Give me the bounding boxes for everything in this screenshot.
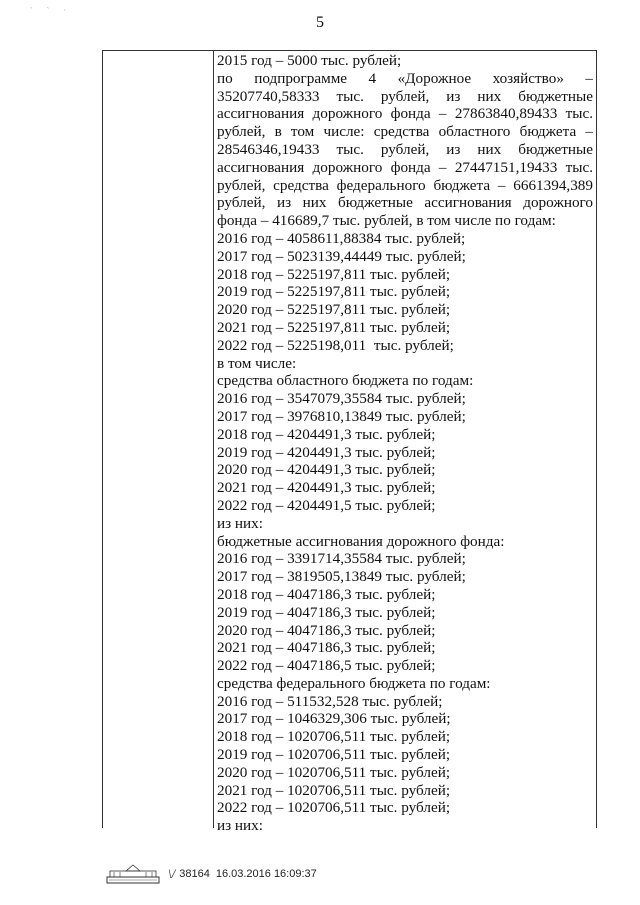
text-line: 2020 год – 4204491,3 тыс. рублей; (217, 461, 436, 479)
text-line: фонда – 416689,7 тыс. рублей, в том числе по годам: (217, 212, 556, 230)
text-line: 2020 год – 1020706,511 тыс. рублей; (217, 763, 451, 781)
text-line: 2021 год – 4204491,3 тыс. рублей; (217, 479, 436, 497)
text-line: ассигнования дорожного фонда – 27863840,89433 тыс. (217, 105, 593, 123)
text-line: из них: (217, 817, 263, 835)
text-line: 2020 год – 4047186,3 тыс. рублей; (217, 621, 436, 639)
text-line: рублей, в том числе: средства областного бюджета – (217, 123, 593, 141)
text-line: 2016 год – 511532,528 тыс. рублей; (217, 692, 443, 710)
text-line: рублей, из них бюджетные ассигнования дорожного (217, 194, 593, 212)
document-footer (106, 862, 317, 886)
text-line: 2017 год – 3819505,13849 тыс. рублей; (217, 568, 466, 586)
text-line: 2021 год – 5225197,811 тыс. рублей; (217, 318, 451, 336)
text-line: 2020 год – 5225197,811 тыс. рублей; (217, 301, 451, 319)
text-line: 2017 год – 1046329,306 тыс. рублей; (217, 710, 451, 728)
text-line: из них: (217, 514, 263, 532)
document-datetime: 16.03.2016 16:09:37 (215, 868, 317, 880)
text-line: 2015 год – 5000 тыс. рублей; (217, 52, 402, 69)
document-number: 38164 (179, 868, 210, 880)
text-line: 2018 год – 1020706,511 тыс. рублей; (217, 728, 451, 746)
text-line: 2017 год – 3976810,13849 тыс. рублей; (217, 407, 466, 425)
text-line: 2022 год – 4204491,5 тыс. рублей; (217, 496, 436, 514)
text-line: 35207740,58333 тыс. рублей, из них бюджетные (217, 87, 593, 105)
text-line: 2022 год – 5225198,011 тыс. рублей; (217, 336, 454, 354)
table-cell-content (217, 52, 593, 835)
text-line: 28546346,19433 тыс. рублей, из них бюджетные (217, 140, 593, 158)
column-divider (213, 51, 214, 828)
text-line: 2022 год – 1020706,511 тыс. рублей; (217, 799, 451, 817)
text-line: 2019 год – 5225197,811 тыс. рублей; (217, 283, 451, 301)
page-number: 5 (316, 14, 324, 31)
text-line: средства областного бюджета по годам: (217, 372, 474, 390)
text-line: по подпрограмме 4 «Дорожное хозяйство» – (217, 69, 593, 87)
text-line: 2019 год – 4204491,3 тыс. рублей; (217, 443, 436, 461)
text-line: 2021 год – 4047186,3 тыс. рублей; (217, 639, 436, 657)
text-line: 2018 год – 5225197,811 тыс. рублей; (217, 265, 451, 283)
text-line: бюджетные ассигнования дорожного фонда: (217, 532, 505, 550)
scan-corner-marks: ` ` · (30, 6, 72, 15)
government-building-logo (106, 863, 160, 885)
text-line: 2019 год – 1020706,511 тыс. рублей; (217, 746, 451, 764)
text-line: ассигнования дорожного фонда – 27447151,19433 тыс. (217, 158, 593, 176)
footer-check-mark: \/ (168, 866, 176, 881)
text-line: 2016 год – 4058611,88384 тыс. рублей; (217, 229, 466, 247)
text-line: 2022 год – 4047186,5 тыс. рублей; (217, 657, 436, 675)
text-line: в том числе: (217, 354, 297, 372)
text-line: 2017 год – 5023139,44449 тыс. рублей; (217, 247, 466, 265)
text-line: 2018 год – 4047186,3 тыс. рублей; (217, 585, 436, 603)
text-line: 2018 год – 4204491,3 тыс. рублей; (217, 425, 436, 443)
text-line: средства федерального бюджета по годам: (217, 674, 491, 692)
text-line: 2021 год – 1020706,511 тыс. рублей; (217, 781, 451, 799)
text-line: 2019 год – 4047186,3 тыс. рублей; (217, 603, 436, 621)
text-line: 2016 год – 3391714,35584 тыс. рублей; (217, 550, 466, 568)
text-line: 2016 год – 3547079,35584 тыс. рублей; (217, 390, 466, 408)
text-line: рублей, средства федерального бюджета – 6661394,389 (217, 176, 593, 194)
document-table (102, 50, 597, 835)
